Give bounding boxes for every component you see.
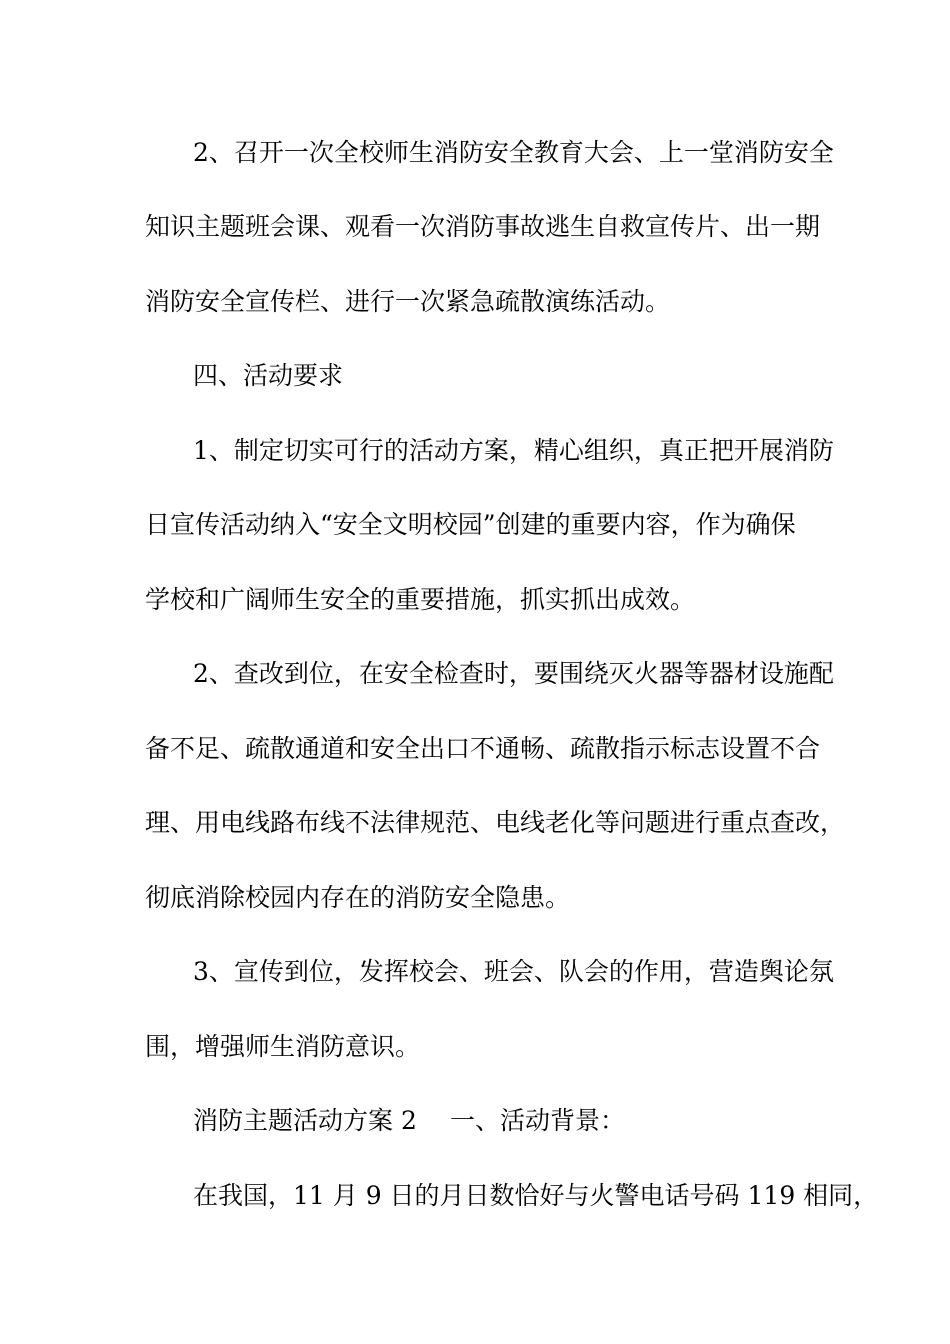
text-line: 在我国，11 月 9 日的月日数恰好与火警电话号码 119 相同，: [193, 1181, 879, 1210]
text-line: 围，增强师生消防意识。: [145, 1032, 421, 1061]
text-line: 备不足、疏散通道和安全出口不通畅、疏散指示标志设置不合: [145, 734, 821, 763]
text-line: 四、活动要求: [193, 361, 344, 390]
text-line: 彻底消除校园内存在的消防安全隐患。: [145, 883, 571, 912]
text-line: 2、查改到位，在安全检查时，要围绕灭火器等器材设施配: [193, 659, 834, 688]
text-line: 学校和广阔师生安全的重要措施，抓实抓出成效。: [145, 585, 696, 614]
text-line: 1、制定切实可行的活动方案，精心组织，真正把开展消防: [193, 436, 834, 465]
text-line: 知识主题班会课、观看一次消防事故逃生自救宣传片、出一期: [145, 212, 821, 241]
doc-title: 消防主题活动方案 2: [193, 1106, 417, 1135]
text-line: 3、宣传到位，发挥校会、班会、队会的作用，营造舆论氛: [193, 957, 834, 986]
text-line: 理、用电线路布线不法律规范、电线老化等问题进行重点查改，: [145, 808, 846, 837]
text-line: 消防安全宣传栏、进行一次紧急疏散演练活动。: [145, 287, 671, 316]
text-line: 日宣传活动纳入“安全文明校园”创建的重要内容，作为确保: [145, 510, 796, 539]
text-line: 2、召开一次全校师生消防安全教育大会、上一堂消防安全: [193, 138, 834, 167]
section-title: 一、活动背景：: [450, 1106, 626, 1135]
